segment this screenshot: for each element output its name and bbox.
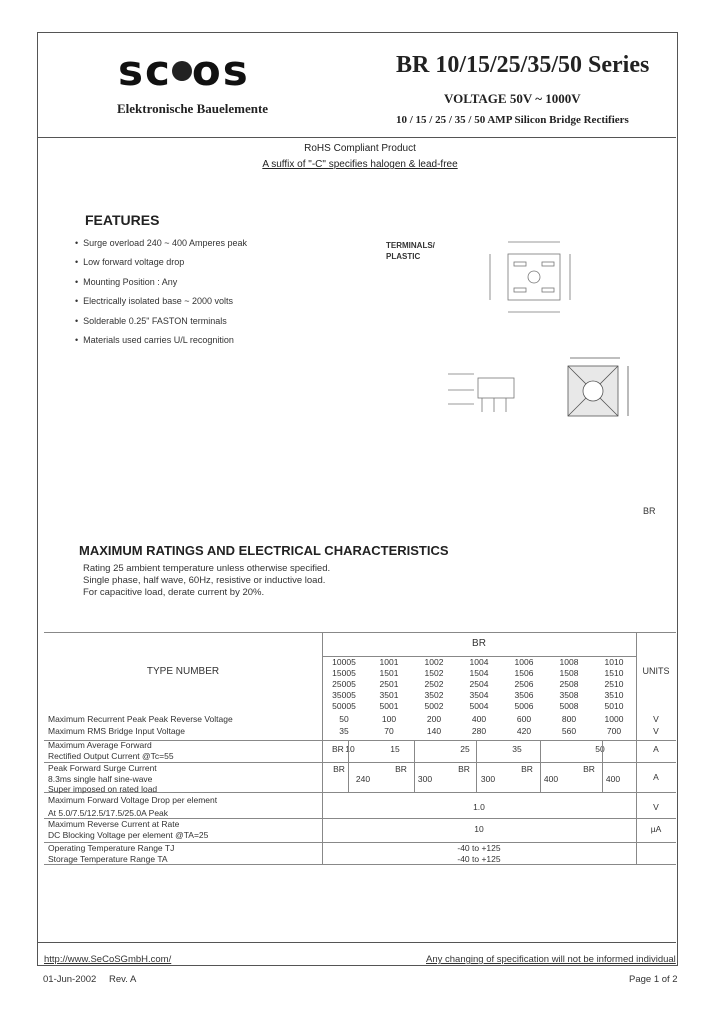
- io-prefix: BR: [332, 744, 344, 754]
- ifsm-prefix: BR: [583, 764, 595, 774]
- secos-logo: sc os: [118, 46, 250, 95]
- vf-label: Maximum Forward Voltage Drop per element: [48, 795, 218, 805]
- part-number-cell: 2506: [514, 679, 534, 689]
- io-cell: 25: [460, 744, 470, 754]
- vrrm-cell: 1000: [604, 714, 624, 724]
- vrrm-cell: 200: [426, 714, 442, 724]
- vrms-cell: 140: [426, 726, 442, 736]
- ifsm-prefix: BR: [395, 764, 407, 774]
- part-number-cell: 3504: [469, 690, 489, 700]
- vrrm-unit: V: [653, 714, 659, 724]
- feature-item: • Electrically isolated base ~ 2000 volts: [75, 296, 233, 306]
- series-title: BR 10/15/25/35/50 Series: [396, 52, 650, 78]
- part-number-cell: 1008: [559, 657, 579, 667]
- part-number-cell: 1010: [604, 657, 624, 667]
- part-number-cell: 5002: [424, 701, 444, 711]
- vf-unit: V: [653, 802, 659, 812]
- spec-notice: Any changing of specification will not be informed individual: [426, 954, 676, 965]
- part-number-cell: 1001: [379, 657, 399, 667]
- rohs-text: RoHS Compliant Product: [304, 143, 416, 154]
- tj-value: -40 to +125: [457, 843, 501, 853]
- vrrm-cell: 400: [471, 714, 487, 724]
- rating-note: Rating 25 ambient temperature unless otherwise specified.: [83, 563, 331, 574]
- vrms-cell: 560: [561, 726, 577, 736]
- io-cell: 35: [512, 744, 522, 754]
- io-label: Maximum Average Forward: [48, 740, 152, 750]
- io-cell: 15: [390, 744, 400, 754]
- logo-dot-icon: [172, 61, 192, 81]
- feature-item: • Materials used carries U/L recognition: [75, 335, 234, 345]
- suffix-text: A suffix of "-C" specifies halogen & lead-free: [262, 159, 458, 170]
- io-cell: 50: [595, 744, 605, 754]
- vrrm-label: Maximum Recurrent Peak Peak Reverse Voltage: [48, 714, 233, 724]
- part-number-cell: 50005: [332, 701, 356, 711]
- voltage-range: VOLTAGE 50V ~ 1000V: [444, 91, 581, 106]
- product-description: 10 / 15 / 25 / 35 / 50 AMP Silicon Bridge Rectifiers: [396, 114, 629, 126]
- part-number-cell: 3510: [604, 690, 624, 700]
- page-number: Page 1 of 2: [629, 974, 678, 985]
- part-number-cell: 5004: [469, 701, 489, 711]
- website-link[interactable]: http://www.SeCoSGmbH.com/: [44, 954, 172, 965]
- vrms-label: Maximum RMS Bridge Input Voltage: [48, 726, 186, 736]
- ratings-title: MAXIMUM RATINGS AND ELECTRICAL CHARACTERISTICS: [79, 543, 449, 558]
- vrms-cell: 280: [471, 726, 487, 736]
- terminals-label: TERMINALS/: [386, 241, 435, 250]
- part-number-cell: 3506: [514, 690, 534, 700]
- vrms-cell: 70: [384, 726, 394, 736]
- ifsm-cell: 400: [605, 774, 621, 784]
- footer-date: 01-Jun-2002: [43, 974, 97, 985]
- part-number-cell: 1002: [424, 657, 444, 667]
- ifsm-unit: A: [653, 772, 659, 782]
- ifsm-prefix: BR: [521, 764, 533, 774]
- part-number-cell: 15005: [332, 668, 356, 678]
- ifsm-label-2: 8.3ms single half sine-wave: [48, 774, 153, 784]
- part-number-cell: 5008: [559, 701, 579, 711]
- ifsm-label: Peak Forward Surge Current: [48, 763, 157, 773]
- part-number-cell: 25005: [332, 679, 356, 689]
- rating-note: Single phase, half wave, 60Hz, resistive or inductive load.: [83, 575, 326, 586]
- part-number-cell: 1501: [379, 668, 399, 678]
- tj-label: Operating Temperature Range TJ: [48, 843, 175, 853]
- feature-item: • Surge overload 240 ~ 400 Amperes peak: [75, 238, 248, 248]
- ir-label-2: DC Blocking Voltage per element @TA=25: [48, 830, 209, 840]
- package-label: BR: [643, 506, 656, 516]
- ifsm-prefix: BR: [458, 764, 470, 774]
- vrms-cell: 700: [606, 726, 622, 736]
- package-side-view-drawing: [440, 360, 520, 420]
- part-number-cell: 2501: [379, 679, 399, 689]
- ifsm-label-3: Super imposed on rated load: [48, 784, 158, 794]
- vrms-cell: 420: [516, 726, 532, 736]
- feature-item: • Low forward voltage drop: [75, 257, 185, 267]
- package-bottom-view-drawing: [550, 352, 650, 432]
- part-number-cell: 1510: [604, 668, 624, 678]
- type-number-header: TYPE NUMBER: [146, 666, 220, 677]
- vrms-unit: V: [653, 726, 659, 736]
- plastic-label: PLASTIC: [386, 252, 421, 261]
- part-number-cell: 10005: [332, 657, 356, 667]
- br-header: BR: [472, 638, 486, 649]
- units-header: UNITS: [642, 666, 670, 676]
- io-cell: 10: [345, 744, 355, 754]
- tstg-label: Storage Temperature Range TA: [48, 854, 168, 864]
- part-number-cell: 1504: [469, 668, 489, 678]
- part-number-cell: 1004: [469, 657, 489, 667]
- vrrm-cell: 50: [339, 714, 349, 724]
- vf-label-2: At 5.0/7.5/12.5/17.5/25.0A Peak: [48, 808, 169, 818]
- part-number-cell: 35005: [332, 690, 356, 700]
- rating-note: For capacitive load, derate current by 20%.: [83, 587, 265, 598]
- part-number-cell: 2504: [469, 679, 489, 689]
- vrrm-cell: 100: [381, 714, 397, 724]
- io-label-2: Rectified Output Current @Tc=55: [48, 751, 174, 761]
- ratings-table: [44, 632, 676, 864]
- part-number-cell: 3501: [379, 690, 399, 700]
- part-number-cell: 2508: [559, 679, 579, 689]
- part-number-cell: 3502: [424, 690, 444, 700]
- ifsm-prefix: BR: [333, 764, 345, 774]
- io-unit: A: [653, 744, 659, 754]
- vrrm-cell: 600: [516, 714, 532, 724]
- feature-item: • Mounting Position : Any: [75, 277, 178, 287]
- part-number-cell: 5010: [604, 701, 624, 711]
- part-number-cell: 3508: [559, 690, 579, 700]
- part-number-cell: 1506: [514, 668, 534, 678]
- part-number-cell: 1508: [559, 668, 579, 678]
- vrms-cell: 35: [339, 726, 349, 736]
- package-top-view-drawing: [480, 232, 600, 322]
- features-title: FEATURES: [85, 212, 160, 228]
- vrrm-cell: 800: [561, 714, 577, 724]
- footer-revision: Rev. A: [109, 974, 137, 985]
- part-number-cell: 5006: [514, 701, 534, 711]
- tstg-value: -40 to +125: [457, 854, 501, 864]
- part-number-cell: 2510: [604, 679, 624, 689]
- vf-value: 1.0: [473, 802, 485, 812]
- ifsm-cell: 240: [355, 774, 371, 784]
- ir-label: Maximum Reverse Current at Rate: [48, 819, 180, 829]
- company-subtitle: Elektronische Bauelemente: [117, 101, 269, 116]
- header-divider: [38, 137, 676, 138]
- ifsm-cell: 300: [480, 774, 496, 784]
- ifsm-cell: 400: [543, 774, 559, 784]
- ir-unit: µA: [650, 824, 662, 834]
- part-number-cell: 1006: [514, 657, 534, 667]
- ifsm-cell: 300: [417, 774, 433, 784]
- part-number-cell: 1502: [424, 668, 444, 678]
- ir-value: 10: [474, 824, 484, 834]
- feature-item: • Solderable 0.25" FASTON terminals: [75, 316, 227, 326]
- part-number-cell: 2502: [424, 679, 444, 689]
- part-number-cell: 5001: [379, 701, 399, 711]
- footer-divider: [38, 942, 676, 943]
